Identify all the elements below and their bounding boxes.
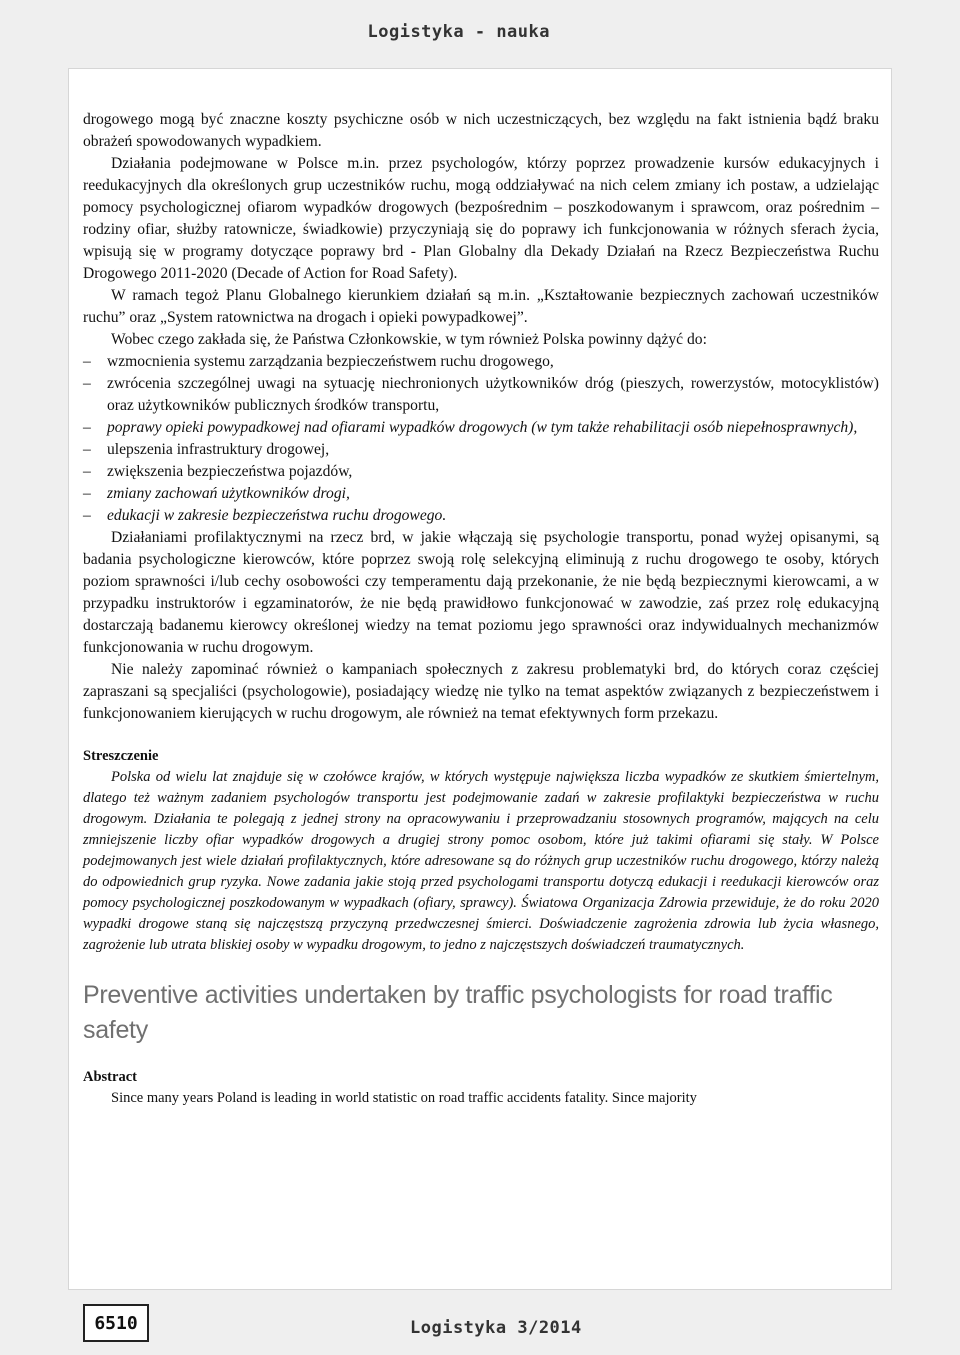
body-paragraph-5: Działaniami profilaktycznymi na rzecz brd, w jakie włączają się psychologie transportu, ponad wyżej opisanymi, są badania psychologiczne kierowców, które poprzez swoją rolę selekcyjną eliminują z ruchu drogowego te osoby, których poziom sprawności i/lub cechy osobowości czy temperamentu dają przekonanie, że nie będą bezpiecznymi kierowcami, a w przypadku instruktorów i egzaminatorów, że nie będą prawidłowo funkcjonować w zawodzie, zaś przez rolę edukacyjną dostarczają badanemu kierowcy określonej wiedzy na temat poziomu jego sprawności oraz indywidualnych mechanizmów funkcjonowania w ruchu drogowym. — [83, 529, 879, 656]
list-item: – wzmocnienia systemu zarządzania bezpieczeństwem ruchu drogowego, — [83, 351, 879, 373]
list-item: – zwrócenia szczególnej uwagi na sytuację niechronionych użytkowników dróg (pieszych, rowerzystów, motocyklistów) oraz użytkowników publicznych środków transportu, — [83, 373, 879, 417]
goals-list — [83, 351, 879, 527]
running-header: Logistyka - nauka — [367, 22, 550, 42]
body-paragraph-2: Działania podejmowane w Polsce m.in. przez psychologów, którzy poprzez prowadzenie kursów edukacyjnych i reedukacyjnych dla określonych grup uczestników ruchu, mogą oddziaływać na nich celem zmiany ich postaw, a udzielając pomocy psychologicznej ofiarom wypadków drogowych (bezpośrednim – poszkodowanym i sprawcom, oraz pośrednim – rodziny ofiar, służby ratownicze, świadkowie) przyczyniają się do poprawy ich funkcjonowania w różnych sferach życia, wpisują się w programy dotyczące poprawy brd - Plan Globalny dla Dekady Działań na Rzecz Bezpieczeństwa Ruchu Drogowego 2011-2020 (Decade of Action for Road Safety). — [83, 155, 879, 282]
body-paragraph-3: W ramach tegoż Planu Globalnego kierunkiem działań są m.in. „Kształtowanie bezpiecznych zachowań uczestników ruchu” oraz „System ratownictwa na drogach i opieki powypadkowej”. — [83, 287, 879, 326]
body-paragraph-4: Wobec czego zakłada się, że Państwa Członkowskie, w tym również Polska powinny dążyć do: — [111, 331, 707, 348]
body-paragraph-1: drogowego mogą być znaczne koszty psychiczne osób w nich uczestniczących, bez względu na fakt istnienia bądź braku obrażeń spowodowanych wypadkiem. — [83, 111, 879, 150]
list-item: – zwiększenia bezpieczeństwa pojazdów, — [83, 461, 879, 483]
list-item: – ulepszenia infrastruktury drogowej, — [83, 439, 879, 461]
list-item: – poprawy opieki powypadkowej nad ofiarami wypadków drogowych (w tym także rehabilitacji osób niepełnosprawnych), — [83, 417, 879, 439]
page-sheet — [68, 68, 892, 1290]
page-number-box: 6510 — [83, 1304, 149, 1342]
summary-text: Polska od wielu lat znajduje się w czołówce krajów, w których występuje największa liczba wypadków ze skutkiem śmiertelnym, dlatego też ważnym zadaniem psychologów transportu jest podejmowanie zadań w zakresie profilaktyki bezpieczeństwa w ruchu drogowym. Działania te polegają z jednej strony na opracowywaniu i przeprowadzaniu stosownych programów, mających na celu zmniejszenie liczby ofiar wypadków drogowych a drugiej strony pomoc osobom, które już takimi ofiarami się stały. W Polsce podejmowanych jest wiele działań profilaktycznych, które adresowane są do różnych grup uczestników ruchu drogowego, którzy należą do odpowiednich grup ryzyka. Nowe zadania jakie stoją przed psychologami transportu dotyczą edukacji i reedukacji kierowców oraz pomocy psychologicznej poszkodowanym w wypadkach (ofiary, sprawcy). Światowa Organizacja Zdrowia przewiduje, że do roku 2020 wypadki drogowe staną się najczęstszą przyczyną przedwczesnej śmierci. Doświadczenie zagrożenia zdrowia lub życia własnego, zagrożenie lub utrata bliskiej osoby w wypadku drogowym, to jedno z najczęstszych doświadczeń traumatycznych. — [83, 769, 879, 953]
article-content — [83, 109, 879, 1109]
body-paragraph-6: Nie należy zapominać również o kampaniach społecznych z zakresu problematyki brd, do których coraz częściej zapraszani są specjaliści (psychologowie), posiadający wiedzę nie tylko na temat aspektów związanych z bezpieczeństwem i funkcjonowaniem kierujących w ruchu drogowym, ale również na temat efektywnych form przekazu. — [83, 661, 879, 722]
list-item: – edukacji w zakresie bezpieczeństwa ruchu drogowego. — [83, 505, 879, 527]
list-item: – zmiany zachowań użytkowników drogi, — [83, 483, 879, 505]
running-footer: Logistyka 3/2014 — [410, 1318, 582, 1338]
summary-heading: Streszczenie — [83, 748, 159, 764]
english-title: Preventive activities undertaken by traffic psychologists for road traffic safety — [83, 981, 833, 1044]
abstract-text: Since many years Poland is leading in world statistic on road traffic accidents fatality. Since majority — [111, 1090, 697, 1106]
abstract-heading: Abstract — [83, 1069, 137, 1085]
